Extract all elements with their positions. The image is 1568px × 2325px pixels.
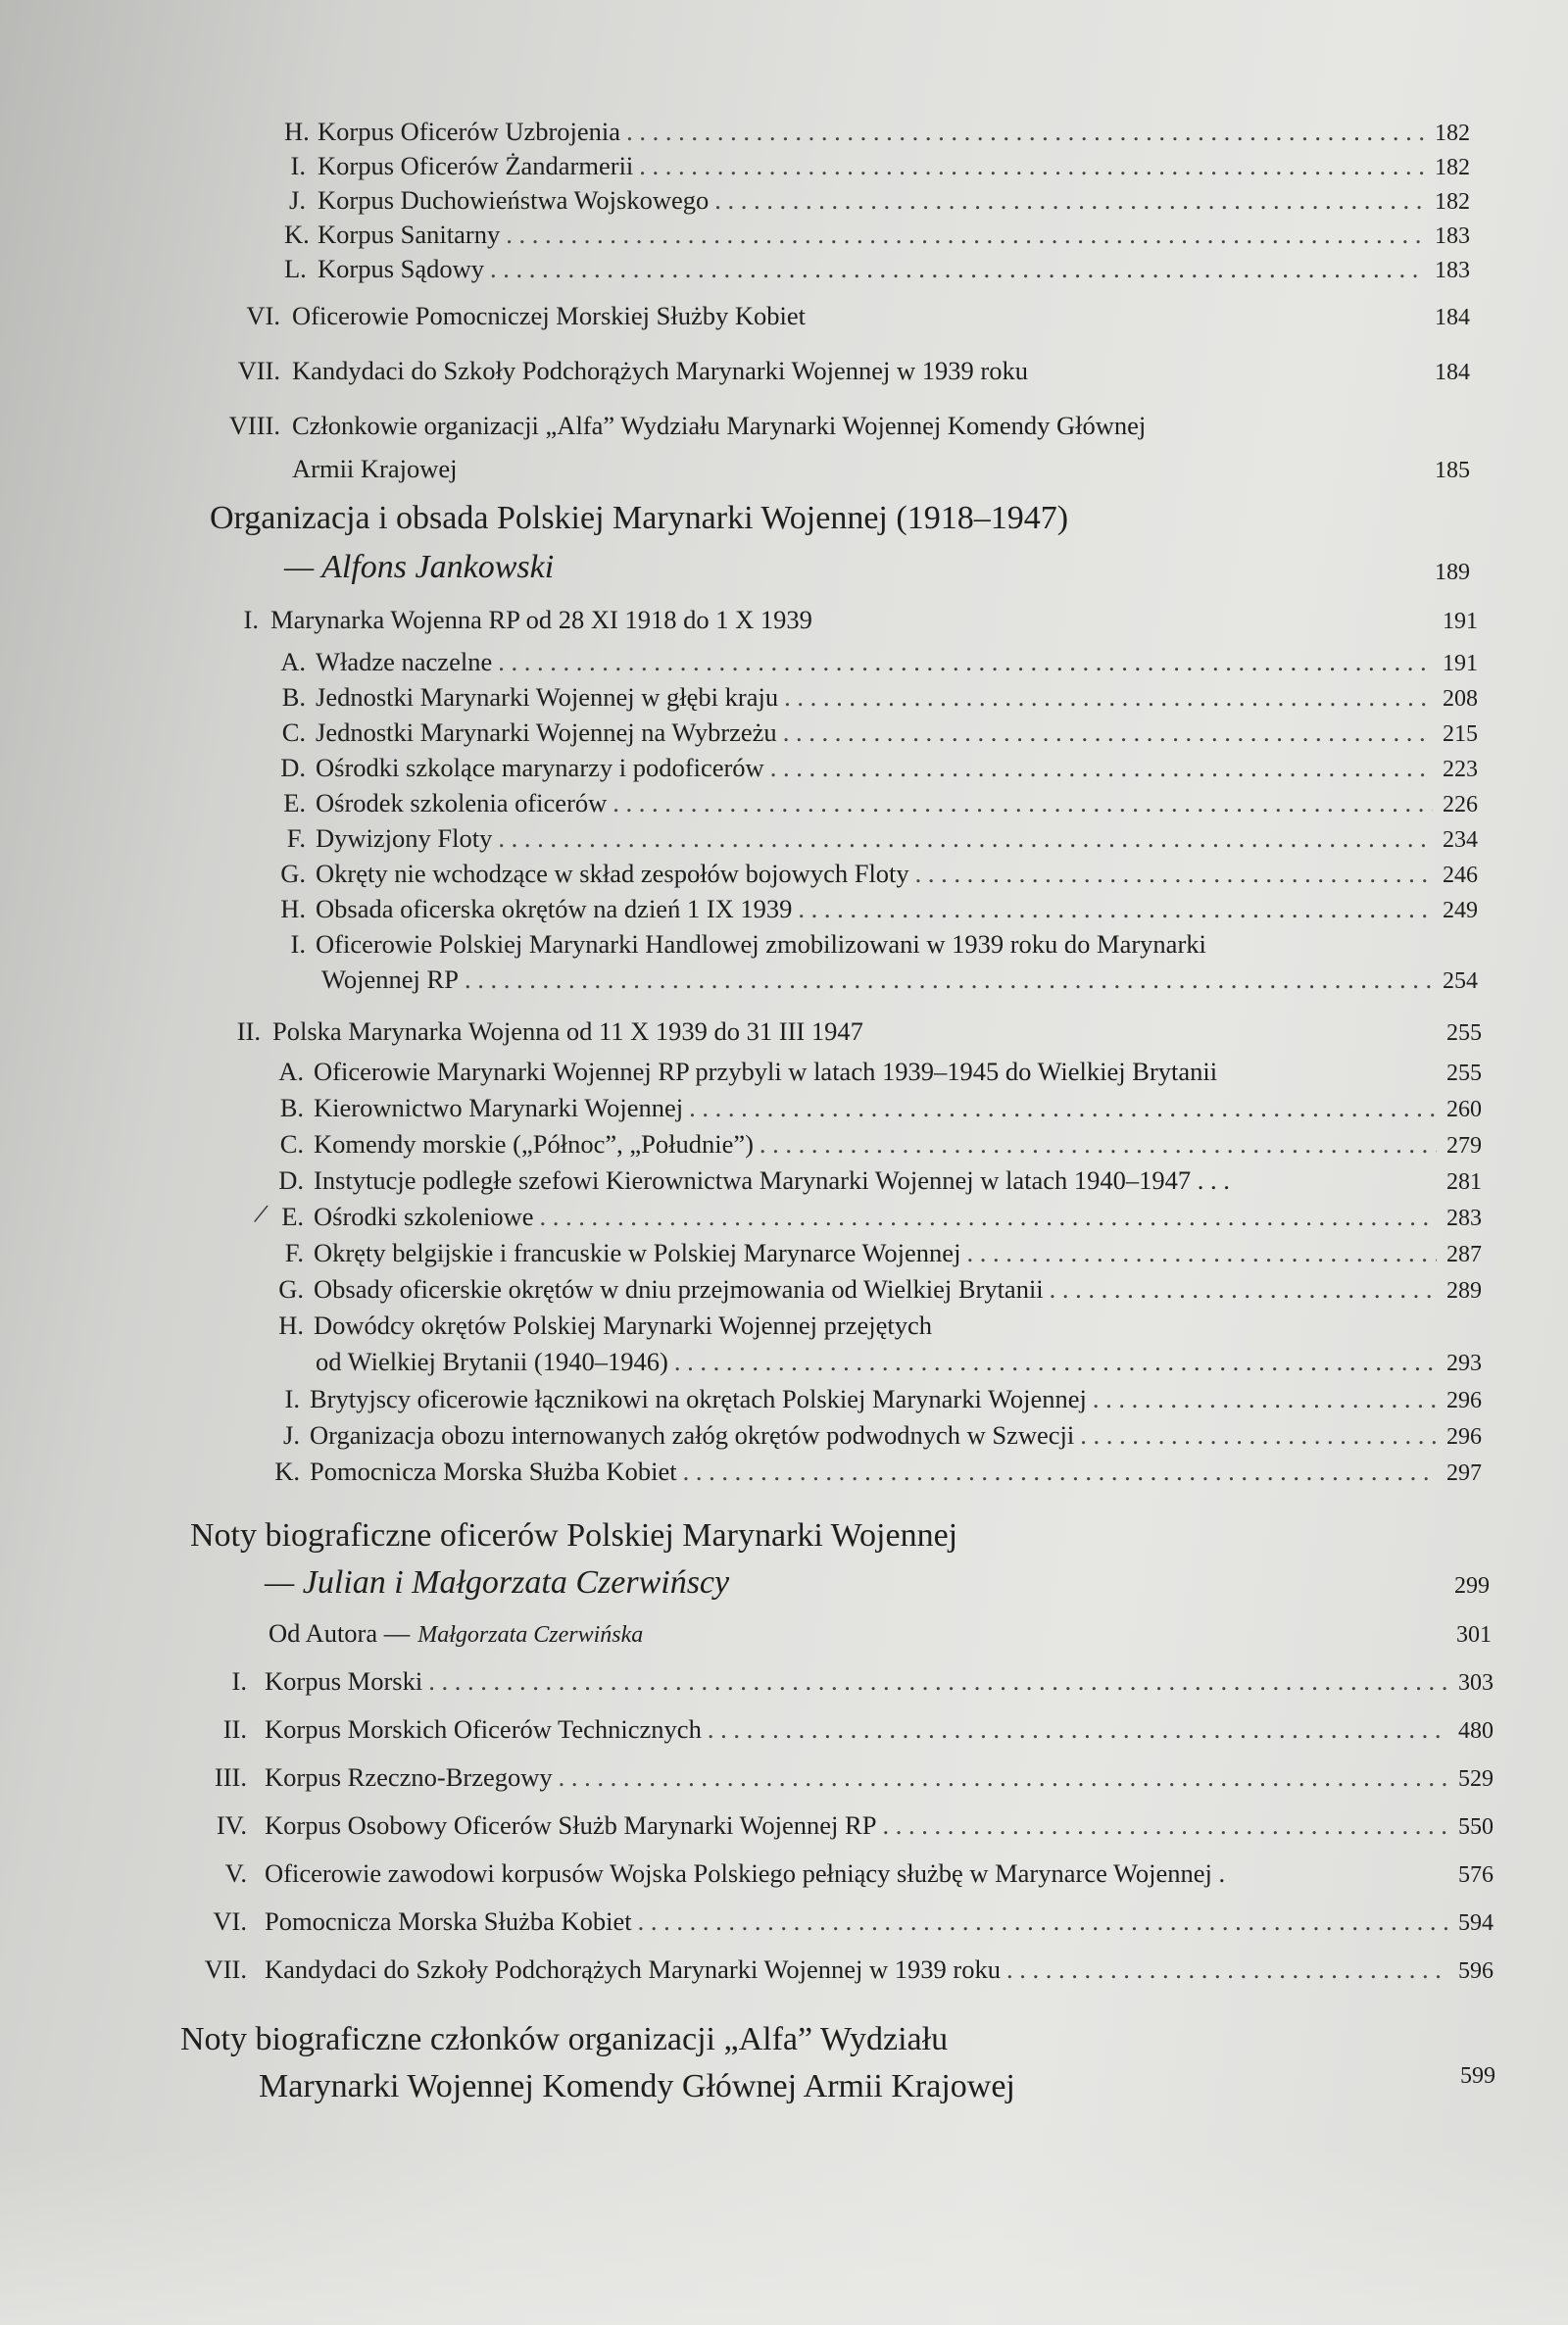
entry-title: Jednostki Marynarki Wojennej na Wybrzeżu <box>316 717 777 747</box>
entry-number: J. <box>289 185 306 215</box>
entry-page: 183 <box>1435 258 1470 283</box>
entry-page: 576 <box>1458 1862 1494 1888</box>
entry-number: VII. <box>204 1954 247 1984</box>
toc-entry <box>269 1381 1482 1420</box>
leader-dots <box>498 820 1433 856</box>
entry-title: Oficerowie Marynarki Wojennej RP przybyli w latach 1939–1945 do Wielkiej Brytanii <box>314 1057 1218 1086</box>
toc-entry <box>192 1663 1494 1703</box>
entry-title: Korpus Morski <box>265 1666 423 1696</box>
toc-entry <box>227 1014 1482 1053</box>
entry-page: 297 <box>1446 1460 1482 1486</box>
leader-dots <box>428 1663 1448 1699</box>
leader-dots <box>798 891 1433 926</box>
toc-entry <box>225 298 1470 337</box>
entry-number: IV. <box>216 1810 247 1840</box>
entry-author: Małgorzata Czerwińska <box>417 1622 644 1648</box>
toc-entry <box>272 1126 1482 1165</box>
entry-page: 529 <box>1458 1766 1494 1792</box>
entry-page: 249 <box>1443 898 1478 923</box>
entry-title: Obsady oficerskie okrętów w dniu przejmowania od Wielkiej Brytanii <box>314 1274 1044 1304</box>
entry-page: 255 <box>1446 1020 1482 1046</box>
section-page: 299 <box>1454 1573 1490 1599</box>
leader-dots <box>506 217 1425 252</box>
toc-entry <box>276 785 1478 824</box>
entry-title: Korpus Sądowy <box>318 254 485 283</box>
entry-page: 260 <box>1446 1097 1482 1122</box>
toc-entry-continuation <box>292 451 1470 490</box>
entry-number: VI. <box>246 301 280 330</box>
leader-dots <box>1080 1417 1437 1453</box>
entry-page: 296 <box>1446 1424 1482 1450</box>
entry-number: C. <box>281 717 306 747</box>
entry-number: E. <box>283 788 306 817</box>
entry-number: H. <box>278 1311 304 1340</box>
entry-title: Korpus Sanitarny <box>318 220 501 249</box>
entry-title: Korpus Oficerów Uzbrojenia <box>318 117 621 146</box>
entry-page: 480 <box>1458 1718 1494 1744</box>
entry-page: 293 <box>1446 1351 1482 1376</box>
toc-entry <box>276 820 1478 860</box>
entry-title: Korpus Rzeczno-Brzegowy <box>265 1762 553 1792</box>
toc-entry <box>192 1711 1494 1751</box>
section-heading-line2: Marynarki Wojennej Komendy Głównej Armii Krajowej <box>259 2068 1015 2104</box>
leader-dots <box>689 1090 1437 1125</box>
toc-entry <box>284 148 1470 187</box>
entry-title: Pomocnicza Morska Służba Kobiet <box>265 1906 632 1936</box>
entry-title: Ośrodki szkolące marynarzy i podoficerów <box>316 753 764 782</box>
toc-entry <box>276 891 1478 930</box>
entry-page: 281 <box>1446 1169 1482 1195</box>
entry-page: 594 <box>1458 1910 1494 1936</box>
toc-entry <box>269 1454 1482 1493</box>
toc-entry <box>276 644 1478 683</box>
entry-number: I. <box>243 605 259 634</box>
entry-number: H. <box>280 894 306 923</box>
entry-title: Okręty belgijskie i francuskie w Polskiej Marynarce Wojennej <box>314 1238 961 1267</box>
entry-title: Pomocnicza Morska Służba Kobiet <box>310 1457 677 1486</box>
toc-entry <box>272 1054 1482 1093</box>
toc-entry <box>192 1952 1494 1991</box>
leader-dots <box>1093 1381 1437 1416</box>
toc-entry <box>276 856 1478 895</box>
entry-title: Kierownictwo Marynarki Wojennej <box>314 1093 684 1122</box>
toc-entry <box>192 1807 1494 1847</box>
toc-entry <box>272 1162 1482 1202</box>
pencil-mark: / <box>251 1197 270 1231</box>
entry-number: L. <box>284 254 307 283</box>
toc-entry <box>284 251 1470 290</box>
entry-number: F. <box>284 1238 304 1267</box>
entry-title: Ośrodek szkolenia oficerów <box>316 788 608 817</box>
entry-number: VIII. <box>228 411 280 440</box>
toc-entry <box>192 1904 1494 1943</box>
leader-dots <box>1050 1271 1437 1307</box>
entry-number: C. <box>279 1129 304 1159</box>
entry-page: 254 <box>1443 968 1478 994</box>
entry-number: B. <box>279 1093 304 1122</box>
entry-title: Instytucje podległe szefowi Kierownictwa Marynarki Wojennej w latach 1940–1947 . . . <box>314 1165 1230 1195</box>
entry-title: Kandydaci do Szkoły Podchorążych Marynarki Wojennej w 1939 roku <box>292 356 1028 385</box>
leader-dots <box>882 1807 1448 1843</box>
leader-dots <box>465 962 1433 997</box>
toc-entry <box>225 353 1470 392</box>
toc-entry <box>192 1855 1494 1895</box>
toc-entry <box>272 1199 1482 1238</box>
toc-entry <box>272 1090 1482 1129</box>
entry-number: I. <box>284 1384 300 1413</box>
toc-entry <box>196 408 1470 447</box>
leader-dots <box>674 1344 1437 1379</box>
entry-page: 182 <box>1435 121 1470 146</box>
leader-dots <box>539 1199 1437 1234</box>
leader-dots <box>770 750 1433 785</box>
entry-page: 301 <box>1456 1622 1492 1648</box>
section-heading: Organizacja i obsada Polskiej Marynarki Wojennej (1918–1947) <box>210 500 1069 536</box>
entry-number: K. <box>284 220 310 249</box>
entry-title: Komendy morskie („Północ”, „Południe”) <box>314 1129 754 1159</box>
entry-page: 303 <box>1458 1670 1494 1696</box>
leader-dots <box>639 148 1425 183</box>
leader-dots <box>915 856 1433 891</box>
foreword-entry <box>269 1615 1492 1655</box>
entry-page: 246 <box>1443 863 1478 888</box>
leader-dots <box>498 644 1433 679</box>
section-heading: Noty biograficzne członków organizacji „Alfa” Wydziału <box>180 2021 949 2057</box>
entry-page: 191 <box>1443 651 1478 676</box>
entry-page: 279 <box>1446 1133 1482 1159</box>
leader-dots <box>784 679 1433 715</box>
section-heading: Noty biograficzne oficerów Polskiej Marynarki Wojennej <box>190 1517 958 1554</box>
entry-number: I. <box>290 151 306 180</box>
entry-title: Władze naczelne <box>316 647 493 676</box>
entry-title: Marynarka Wojenna RP od 28 XI 1918 do 1 X 1939 <box>270 605 812 634</box>
entry-number: V. <box>224 1858 247 1888</box>
toc-entry <box>284 114 1470 153</box>
entry-page: 182 <box>1435 189 1470 215</box>
entry-page: 255 <box>1446 1061 1482 1086</box>
entry-page: 223 <box>1443 757 1478 782</box>
entry-number: A. <box>280 647 306 676</box>
entry-number: G. <box>278 1274 304 1304</box>
toc-entry <box>192 1759 1494 1799</box>
entry-page: 185 <box>1435 458 1470 483</box>
entry-title: Członkowie organizacji „Alfa” Wydziału Marynarki Wojennej Komendy Głównej <box>292 411 1147 440</box>
leader-dots <box>714 182 1425 218</box>
entry-page: 184 <box>1435 305 1470 330</box>
entry-page: 215 <box>1443 721 1478 747</box>
entry-page: 226 <box>1443 792 1478 817</box>
entry-page: 596 <box>1458 1958 1494 1984</box>
entry-title: Polska Marynarka Wojenna od 11 X 1939 do 31 III 1947 <box>272 1016 863 1046</box>
entry-title: Oficerowie zawodowi korpusów Wojska Polskiego pełniący służbę w Marynarce Wojennej . <box>265 1858 1226 1888</box>
toc-entry <box>284 182 1470 222</box>
toc-entry <box>276 715 1478 754</box>
section-page: 189 <box>1435 560 1470 585</box>
section-page: 599 <box>1460 2063 1495 2089</box>
entry-number: F. <box>286 823 306 853</box>
leader-dots <box>490 251 1425 286</box>
entry-page: 208 <box>1443 686 1478 712</box>
leader-dots <box>683 1454 1437 1489</box>
toc-entry <box>272 1271 1482 1311</box>
entry-number: III. <box>214 1762 247 1792</box>
entry-title: Oficerowie Pomocniczej Morskiej Służby Kobiet <box>292 301 806 330</box>
toc-entry <box>272 1235 1482 1274</box>
section-author: — Julian i Małgorzata Czerwińscy <box>265 1564 730 1601</box>
entry-title: Korpus Osobowy Oficerów Służb Marynarki Wojennej RP <box>265 1810 877 1840</box>
entry-number: K. <box>274 1457 300 1486</box>
toc-entry <box>276 679 1478 718</box>
toc-entry <box>276 926 1478 965</box>
entry-title: Jednostki Marynarki Wojennej w głębi kraju <box>316 682 779 712</box>
entry-number: VII. <box>237 356 280 385</box>
leader-dots <box>708 1711 1448 1747</box>
leader-dots <box>626 114 1425 149</box>
leader-dots <box>1006 1952 1448 1987</box>
entry-title: Wojennej RP <box>321 965 459 994</box>
entry-title: Oficerowie Polskiej Marynarki Handlowej zmobilizowani w 1939 roku do Marynarki <box>316 929 1206 959</box>
entry-page: 296 <box>1446 1388 1482 1413</box>
entry-number: II. <box>236 1016 261 1046</box>
entry-page: 234 <box>1443 827 1478 853</box>
entry-title: Obsada oficerska okrętów na dzień 1 IX 1939 <box>316 894 793 923</box>
entry-number: A. <box>278 1057 304 1086</box>
entry-title: Ośrodki szkoleniowe <box>314 1202 534 1231</box>
entry-page: 289 <box>1446 1278 1482 1304</box>
entry-number: D. <box>278 1165 304 1195</box>
entry-number: VI. <box>213 1906 247 1936</box>
toc-entry <box>233 602 1478 641</box>
leader-dots <box>783 715 1433 750</box>
section-author: — Alfons Jankowski <box>284 549 555 585</box>
entry-title: Armii Krajowej <box>292 454 458 483</box>
entry-number: H. <box>284 117 310 146</box>
entry-title: Okręty nie wchodzące w skład zespołów bojowych Floty <box>316 859 909 888</box>
entry-page: 283 <box>1446 1206 1482 1231</box>
leader-dots <box>559 1759 1448 1795</box>
entry-number: II. <box>222 1714 247 1744</box>
toc-entry-continuation <box>316 1344 1482 1383</box>
entry-number: B. <box>281 682 306 712</box>
entry-number: D. <box>280 753 306 782</box>
entry-title: od Wielkiej Brytanii (1940–1946) <box>316 1347 668 1376</box>
entry-title: Kandydaci do Szkoły Podchorążych Marynarki Wojennej w 1939 roku <box>265 1954 1001 1984</box>
entry-title: Organizacja obozu internowanych załóg okrętów podwodnych w Szwecji <box>310 1420 1075 1450</box>
entry-page: 182 <box>1435 155 1470 180</box>
toc-entry <box>276 750 1478 789</box>
entry-number: I. <box>231 1666 247 1696</box>
entry-page: 550 <box>1458 1814 1494 1840</box>
entry-number: J. <box>283 1420 300 1450</box>
entry-title: Od Autora — <box>269 1618 411 1648</box>
leader-dots <box>612 785 1433 820</box>
toc-entry <box>269 1417 1482 1457</box>
entry-page: 183 <box>1435 223 1470 249</box>
entry-page: 184 <box>1435 360 1470 385</box>
entry-title: Brytyjscy oficerowie łącznikowi na okrętach Polskiej Marynarki Wojennej <box>310 1384 1087 1413</box>
entry-number: G. <box>280 859 306 888</box>
toc-entry <box>272 1308 1482 1347</box>
entry-page: 191 <box>1443 609 1478 634</box>
entry-title: Korpus Oficerów Żandarmerii <box>318 151 634 180</box>
entry-title: Dowódcy okrętów Polskiej Marynarki Wojennej przejętych <box>314 1311 933 1340</box>
entry-page: 287 <box>1446 1242 1482 1267</box>
leader-dots <box>760 1126 1437 1162</box>
entry-title: Dywizjony Floty <box>316 823 493 853</box>
entry-number: I. <box>290 929 306 959</box>
toc-entry-continuation <box>321 962 1478 1001</box>
leader-dots <box>966 1235 1437 1270</box>
leader-dots <box>638 1904 1448 1939</box>
toc-entry <box>284 217 1470 256</box>
entry-number: E. <box>281 1202 304 1231</box>
entry-title: Korpus Morskich Oficerów Technicznych <box>265 1714 702 1744</box>
entry-title: Korpus Duchowieństwa Wojskowego <box>318 185 710 215</box>
